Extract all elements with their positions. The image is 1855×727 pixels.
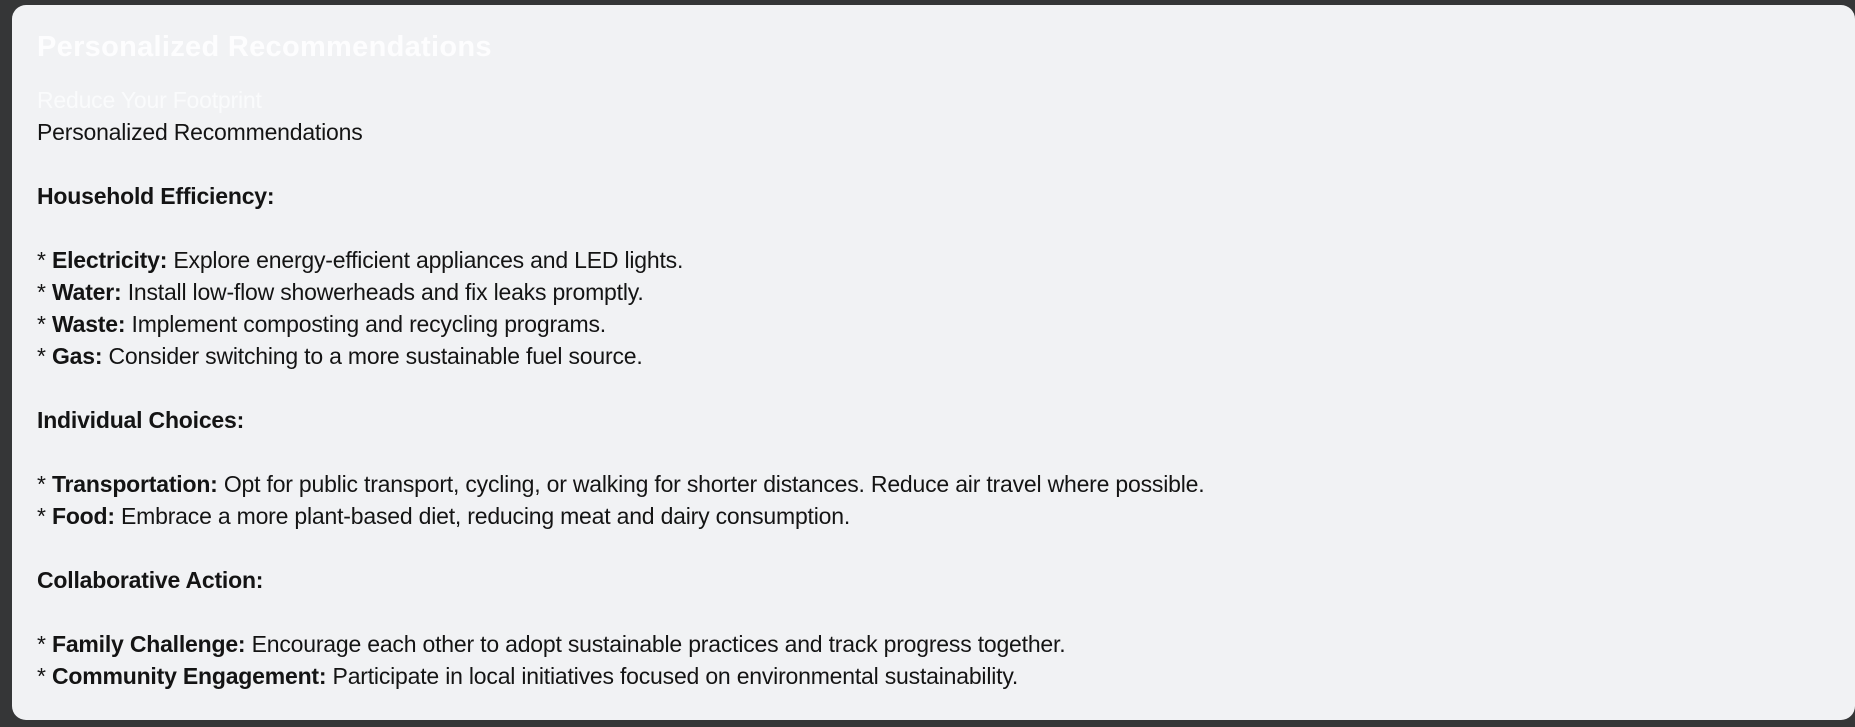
item-text: Encourage each other to adopt sustainable practices and track progress together. bbox=[251, 631, 1066, 657]
list-item bbox=[37, 628, 1825, 660]
bullet: * bbox=[37, 343, 46, 369]
recommendations-content bbox=[37, 84, 1825, 692]
list-item bbox=[37, 340, 1825, 372]
section-heading-individual: Individual Choices: bbox=[37, 407, 245, 433]
list-item bbox=[37, 468, 1825, 500]
recommendations-card bbox=[12, 5, 1855, 720]
item-label: Waste: bbox=[51, 311, 126, 337]
section-heading-household: Household Efficiency: bbox=[37, 183, 275, 209]
section-heading-collaborative: Collaborative Action: bbox=[37, 567, 264, 593]
report-subtitle: Reduce Your Footprint bbox=[37, 87, 262, 113]
bullet: * bbox=[37, 503, 46, 529]
list-item bbox=[37, 308, 1825, 340]
household-list bbox=[37, 244, 1825, 372]
individual-list bbox=[37, 468, 1825, 532]
item-label: Electricity: bbox=[51, 247, 168, 273]
item-text: Explore energy-efficient appliances and LED lights. bbox=[173, 247, 684, 273]
bullet: * bbox=[37, 247, 46, 273]
item-text: Embrace a more plant-based diet, reducing meat and dairy consumption. bbox=[121, 503, 851, 529]
item-text: Install low-flow showerheads and fix leaks promptly. bbox=[127, 279, 644, 305]
intro-block bbox=[37, 84, 1825, 148]
item-text: Consider switching to a more sustainable fuel source. bbox=[108, 343, 643, 369]
item-text: Opt for public transport, cycling, or walking for shorter distances. Reduce air travel where possible. bbox=[223, 471, 1205, 497]
bullet: * bbox=[37, 663, 46, 689]
card-title: Personalized Recommendations bbox=[37, 31, 492, 63]
item-label: Family Challenge: bbox=[51, 631, 246, 657]
item-label: Gas: bbox=[51, 343, 103, 369]
list-item bbox=[37, 660, 1825, 692]
item-label: Water: bbox=[51, 279, 122, 305]
bullet: * bbox=[37, 311, 46, 337]
item-label: Community Engagement: bbox=[51, 663, 327, 689]
item-label: Food: bbox=[51, 503, 115, 529]
report-heading: Personalized Recommendations bbox=[37, 119, 363, 145]
bullet: * bbox=[37, 471, 46, 497]
item-label: Transportation: bbox=[51, 471, 218, 497]
list-item bbox=[37, 244, 1825, 276]
list-item bbox=[37, 276, 1825, 308]
list-item bbox=[37, 500, 1825, 532]
item-text: Participate in local initiatives focused on environmental sustainability. bbox=[332, 663, 1019, 689]
bullet: * bbox=[37, 279, 46, 305]
collaborative-list bbox=[37, 628, 1825, 692]
item-text: Implement composting and recycling programs. bbox=[131, 311, 606, 337]
bullet: * bbox=[37, 631, 46, 657]
